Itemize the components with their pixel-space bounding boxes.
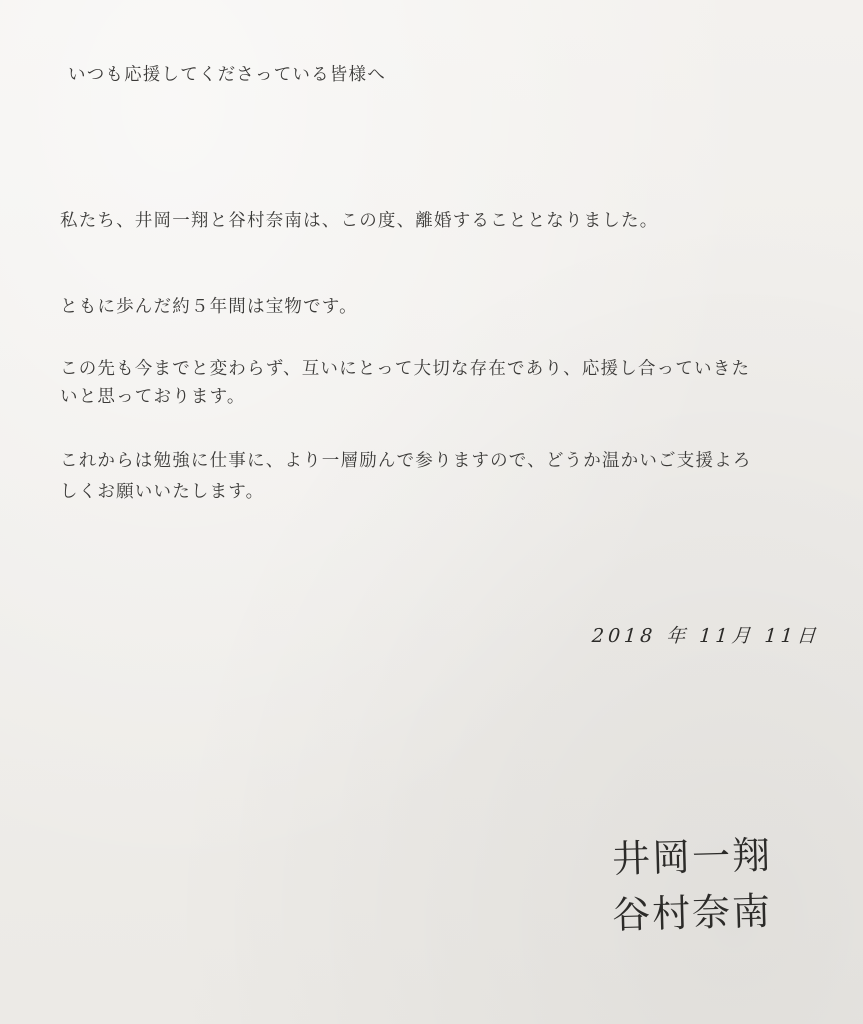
signature-ioka: 井岡一翔 [611, 832, 773, 882]
paragraph-future-line-1: この先も今までと変わらず、互いにとって大切な存在であり、応援し合っていきた [60, 359, 751, 379]
paragraph-announcement: 私たち、井岡一翔と谷村奈南は、この度、離婚することとなりました。 [60, 211, 659, 231]
paragraph-future-line-2: いと思っております。 [60, 387, 246, 407]
paragraph-request-line-2: しくお願いいたします。 [60, 482, 265, 502]
salutation: いつも応援してくださっている皆様へ [68, 65, 386, 85]
paragraph-request-line-1: これからは勉強に仕事に、より一層励んで参りますので、どうか温かいご支援よろ [60, 451, 752, 471]
paragraph-treasure: ともに歩んだ約５年間は宝物です。 [60, 297, 358, 317]
handwritten-date: 2018 年 11月 11日 [591, 625, 821, 647]
signature-tanimura: 谷村奈南 [611, 888, 773, 938]
